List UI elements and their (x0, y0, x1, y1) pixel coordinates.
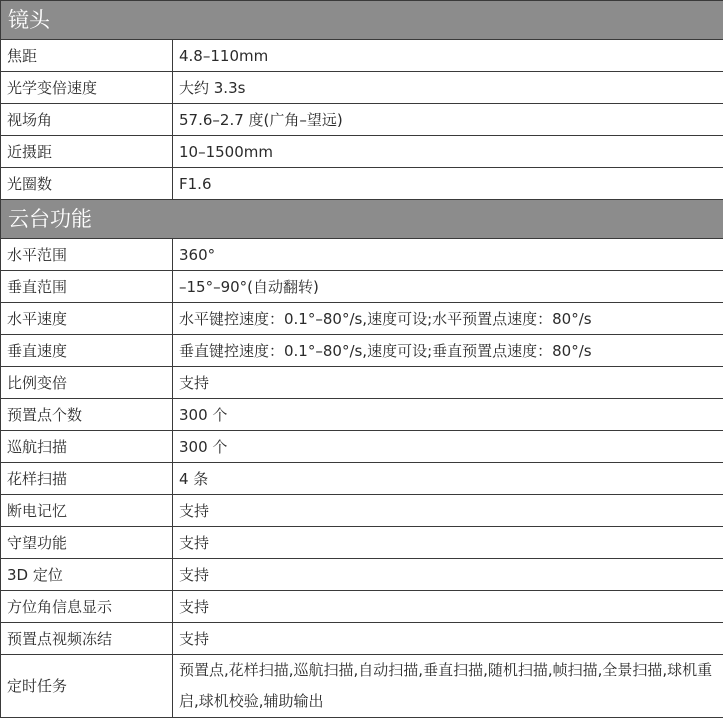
table-row (1, 239, 723, 271)
table-row (1, 399, 723, 431)
row-label: 垂直范围 (1, 271, 173, 303)
row-label: 守望功能 (1, 527, 173, 559)
table-row (1, 104, 723, 136)
row-label: 视场角 (1, 104, 173, 136)
row-label: 水平速度 (1, 303, 173, 335)
table-row (1, 655, 723, 718)
row-value: –15°–90°(自动翻转) (173, 271, 723, 303)
row-label: 焦距 (1, 40, 173, 72)
row-value: 支持 (173, 495, 723, 527)
row-label: 比例变倍 (1, 367, 173, 399)
table-row (1, 463, 723, 495)
row-label: 近摄距 (1, 136, 173, 168)
row-label: 3D 定位 (1, 559, 173, 591)
row-value: 360° (173, 239, 723, 271)
row-value: 大约 3.3s (173, 72, 723, 104)
table-row (1, 623, 723, 655)
row-value: 支持 (173, 367, 723, 399)
section-title: 云台功能 (1, 200, 723, 239)
row-value: 57.6–2.7 度(广角–望远) (173, 104, 723, 136)
row-label: 方位角信息显示 (1, 591, 173, 623)
row-label: 巡航扫描 (1, 431, 173, 463)
row-value: 10–1500mm (173, 136, 723, 168)
row-label: 预置点个数 (1, 399, 173, 431)
table-row (1, 271, 723, 303)
row-value: 4.8–110mm (173, 40, 723, 72)
section-header-ptz (1, 200, 723, 239)
row-label: 垂直速度 (1, 335, 173, 367)
row-label: 预置点视频冻结 (1, 623, 173, 655)
section-header-lens (1, 1, 723, 40)
table-row (1, 303, 723, 335)
row-value: 4 条 (173, 463, 723, 495)
row-label: 光学变倍速度 (1, 72, 173, 104)
table-row (1, 335, 723, 367)
table-row (1, 72, 723, 104)
row-label: 花样扫描 (1, 463, 173, 495)
row-value: 300 个 (173, 431, 723, 463)
table-row (1, 431, 723, 463)
table-row (1, 591, 723, 623)
table-row (1, 495, 723, 527)
table-row (1, 168, 723, 200)
row-value: 水平键控速度：0.1°–80°/s,速度可设;水平预置点速度：80°/s (173, 303, 723, 335)
table-row (1, 367, 723, 399)
row-value: 支持 (173, 591, 723, 623)
row-label: 定时任务 (1, 655, 173, 718)
row-value: 支持 (173, 527, 723, 559)
row-label: 光圈数 (1, 168, 173, 200)
row-label: 断电记忆 (1, 495, 173, 527)
row-label: 水平范围 (1, 239, 173, 271)
row-value: F1.6 (173, 168, 723, 200)
table-row (1, 136, 723, 168)
table-row (1, 527, 723, 559)
table-row (1, 40, 723, 72)
table-row (1, 559, 723, 591)
row-value: 预置点,花样扫描,巡航扫描,自动扫描,垂直扫描,随机扫描,帧扫描,全景扫描,球机重启,球机校验,辅助输出 (173, 655, 723, 718)
row-value: 垂直键控速度：0.1°–80°/s,速度可设;垂直预置点速度：80°/s (173, 335, 723, 367)
row-value: 支持 (173, 623, 723, 655)
row-value: 300 个 (173, 399, 723, 431)
row-value: 支持 (173, 559, 723, 591)
section-title: 镜头 (1, 1, 723, 40)
